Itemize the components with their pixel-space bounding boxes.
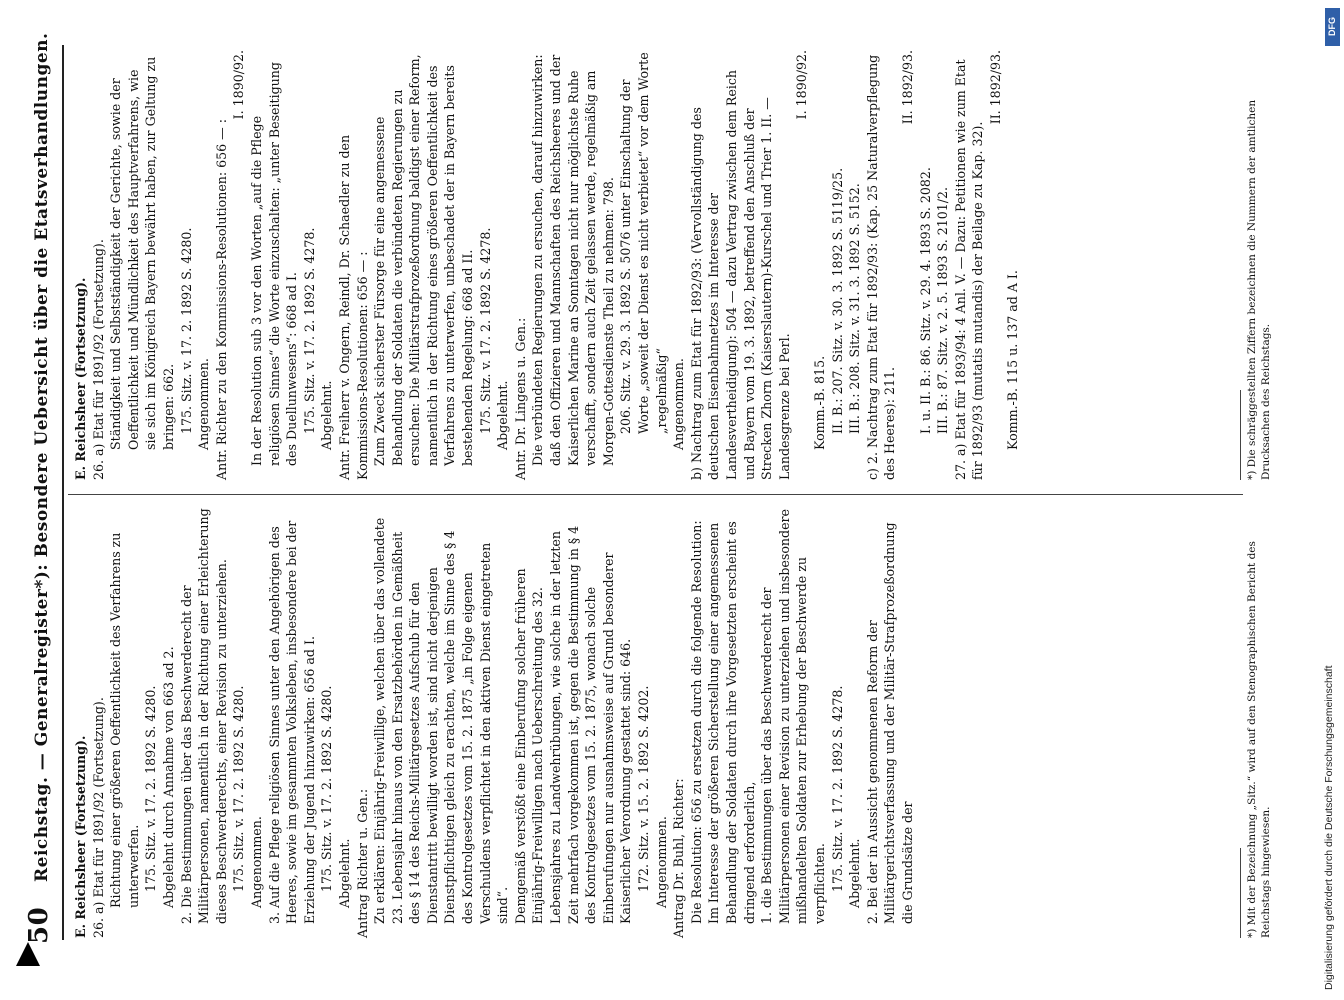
- right-column-paragraph: Angenommen.: [671, 358, 687, 450]
- right-column-paragraph: III. B.: 87. Sitz. v. 2. 5. 1893 S. 2101/2.: [935, 186, 951, 434]
- left-column-paragraph: Antrag Dr. Buhl, Richter:: [671, 778, 687, 938]
- left-column-paragraph: E. Reichsheer (Fortsetzung).: [73, 735, 88, 938]
- header-rule: [62, 45, 64, 940]
- right-column-paragraph: Antr. Dr. Lingens u. Gen.:: [512, 317, 528, 480]
- right-column-paragraph: II. B.: 207. Sitz. v. 30. 3. 1892 S. 5119/25.: [829, 167, 845, 434]
- footnote-rule-right: [1240, 390, 1241, 480]
- right-column-paragraph: Ständigkeit und Selbstständigkeit der Gerichte, sowie der Oeffentlichkeit und Mündlichkeit des Hauptverfahrens, wie sie sich im Königreich Bayern bewährt haben, zur Geltung zu bringen: 662.: [108, 56, 176, 450]
- right-column-paragraph: c) 2. Nachtrag zum Etat für 1892/93: (Kap. 25 Naturalverpflegung des Heeres): 211.: [864, 54, 898, 480]
- right-column-paragraph: I. 1890/92.: [794, 50, 810, 120]
- footnote-rule-left: [1240, 848, 1241, 938]
- running-title: Reichstag. — Generalregister*): Besondere Uebersicht über die Etatsverhandlungen.: [32, 32, 52, 882]
- left-column-paragraph: 1. die Bestimmungen über das Beschwerderecht der Militärpersonen einer Revision zu unterziehen und insbesondere mißhandelten Soldaten zur Erhebung der Beschwerde zu verpflichten.: [759, 508, 827, 924]
- right-column-paragraph: II. 1892/93.: [987, 50, 1003, 125]
- right-column-paragraph: Zum Zweck sicherster Fürsorge für eine angemessene Behandlung der Soldaten die verbündeten Regierungen zu ersuchen: Die Militärstrafprozeßordnung baldigst einer Reform, namentlich in der Richtung eines größeren Oeffentlichkeit des Verfahrens zu unterwerfen, unbeschadet der in Bayern bereits bestehenden Regelung: 668 ad II.: [372, 54, 476, 466]
- digitization-sideband: [1322, 0, 1344, 1000]
- right-column-paragraph: 206. Sitz. v. 29. 3. 1892 S. 5076 unter Einschaltung der Worte „soweit der Dienst es nicht verbietet“ vor dem Worte „regelmäßig“: [618, 52, 669, 434]
- left-column-paragraph: 175. Sitz. v. 17. 2. 1892 S. 4278.: [829, 685, 845, 892]
- right-column-paragraph: 175. Sitz. v. 17. 2. 1892 S. 4278.: [477, 227, 493, 434]
- left-column-paragraph: Demgemäß verstößt eine Einberufung solcher früheren Einjährig-Freiwilligen nach Ueberschreitung des 32. Lebensjahres zu Landwehrübungen, wie solche in der letzten Zeit mehrfach vorgekommen ist, gegen die Bestimmung in § 4 des Kontrolgesetzes vom 15. 2. 1875, wonach solche Einberufungen nur ausnahmsweise auf Grund besonderer Kaiserlicher Verordnung gestattet sind: 646.: [512, 525, 634, 924]
- right-column-paragraph: b) Nachtrag zum Etat für 1892/93: (Vervollständigung des deutschen Eisenbahnnetzes im Interesse der Landesvertheidigung): 504 — dazu Vertrag zwischen dem Reich und Bayern vom 19. 3. 1892, betreffend den Anschluß der Strecken Zhorn (Kaiserslautern)-Kurschel und Trier 1. II. — Landesgrenze bei Perl.: [688, 69, 792, 480]
- right-column-paragraph: I. u. II. B.: 86. Sitz. v. 29. 4. 1893 S. 2082.: [917, 167, 933, 434]
- right-column-paragraph: Komm.-B. 815.: [811, 355, 827, 450]
- left-column-paragraph: Die Resolution: 656 zu ersetzen durch die folgende Resolution:: [688, 520, 704, 924]
- left-column-paragraph: 2. Die Bestimmungen über das Beschwerderecht der Militärpersonen, namentlich in der Richtung einer Erleichterung dieses Beschwerderechts, einer Revision zu unterziehen.: [178, 508, 229, 924]
- right-column-paragraph: I. 1890/92.: [231, 50, 247, 120]
- left-column-paragraph: Abgelehnt.: [847, 838, 863, 908]
- right-column-paragraph: Komm.-B. 115 u. 137 ad A I.: [1005, 270, 1021, 450]
- left-column-paragraph: Abgelehnt durch Annahme von 663 ad 2.: [160, 646, 176, 908]
- left-column-paragraph: 175. Sitz. v. 17. 2. 1892 S. 4280.: [231, 685, 247, 892]
- right-column-paragraph: 175. Sitz. v. 17. 2. 1892 S. 4280.: [178, 227, 194, 434]
- left-column-paragraph: 26. a) Etat für 1891/92 (Fortsetzung).: [90, 697, 106, 938]
- right-column-paragraph: E. Reichsheer (Fortsetzung).: [73, 277, 88, 480]
- right-column-paragraph: Die verbündeten Regierungen zu ersuchen, darauf hinzuwirken: daß den Offizieren und Mannschaften des Reichsheeres und der Kaiserlichen Marine an Sonntagen nicht nur möglichste Ruhe verschafft, sondern auch Zeit gelassen werde, regelmäßig am Morgen-Gottesdienste Theil zu nehmen: 798.: [530, 54, 616, 466]
- right-column: [72, 50, 1022, 480]
- right-column-paragraph: 26. a) Etat für 1891/92 (Fortsetzung).: [90, 239, 106, 480]
- right-column-paragraph: Antr. Freiherr v. Ongern, Reindl, Dr. Schaedler zu den Kommissions-Resolutionen: 656 — :: [336, 134, 370, 480]
- right-column-paragraph: In der Resolution sub 3 vor den Worten „auf die Pflege religiösen Sinnes“ die Worte einzuschalten: „unter Beseitigung des Duellunwesens“: 668 ad I.: [248, 62, 300, 466]
- dfg-logo: DFG: [1325, 8, 1340, 46]
- left-column-paragraph: 175. Sitz. v. 17. 2. 1892 S. 4280.: [143, 685, 159, 892]
- left-column-paragraph: 2. Bei der in Aussicht genommenen Reform der Militärgerichtsverfassung und der Militär-Strafprozeßordnung die Grundsätze der: [864, 522, 915, 924]
- page-header: [24, 32, 58, 944]
- page-number: 50: [24, 906, 54, 944]
- left-column-paragraph: 175. Sitz. v. 17. 2. 1892 S. 4280.: [319, 685, 335, 892]
- right-column-paragraph: Abgelehnt.: [495, 380, 511, 450]
- right-column-paragraph: Abgelehnt.: [319, 380, 335, 450]
- page-corner-marker-icon: [16, 942, 40, 966]
- left-column-paragraph: Zu erklären: Einjährig-Freiwillige, welchen über das vollendete 23. Lebensjahr hinaus von den Ersatzbehörden in Gemäßheit des § 14 des Reichs-Militärgesetzes Aufschub für den Dienstantritt bewilligt worden ist, sind nicht derjenigen Dienstpflichtigen gleich zu erachten, welche im Sinne des § 4 des Kontrolgesetzes vom 15. 2. 1875 „in Folge eigenen Verschuldens verpflichtet in den aktiven Dienst eingetreten sind“.: [372, 517, 511, 924]
- right-column-paragraph: Angenommen.: [196, 358, 212, 450]
- left-column-paragraph: 172. Sitz. v. 15. 2. 1892 S. 4202.: [636, 685, 651, 892]
- right-column-paragraph: Antr. Richter zu den Kommissions-Resolutionen: 656 — :: [213, 118, 229, 480]
- digitization-credit: Digitalisierung gefördert durch die Deutsche Forschungsgemeinschaft: [1323, 665, 1335, 990]
- left-column: [72, 508, 917, 938]
- left-column-paragraph: Angenommen.: [653, 816, 669, 908]
- left-column-paragraph: Richtung einer größeren Oeffentlichkeit des Verfahrens zu unterwerfen.: [108, 532, 141, 908]
- right-column-paragraph: 175. Sitz. v. 17. 2. 1892 S. 4278.: [301, 227, 317, 434]
- left-column-paragraph: Im Interesse der größeren Sicherstellung einer angemessenen Behandlung der Soldaten durch ihre Vorgesetzten erscheint es dringend erforderlich,: [706, 521, 757, 924]
- footnote-right: *) Die schräggestellten Ziffern bezeichnen die Nummern der amtlichen Drucksachen des Reichstags.: [1246, 99, 1272, 480]
- left-column-paragraph: Angenommen.: [248, 816, 264, 908]
- right-column-paragraph: III. B.: 208. Sitz. v. 31. 3. 1892 S. 5152.: [847, 183, 863, 434]
- column-divider: [68, 494, 1243, 495]
- left-column-paragraph: Antrag Richter u. Gen.:: [354, 788, 370, 938]
- footnote-left: *) Mit der Bezeichnung „Sitz.“ wird auf den Stenographischen Bericht des Reichstags hingewiesen.: [1246, 541, 1272, 938]
- left-column-paragraph: 3. Auf die Pflege religiösen Sinnes unter den Angehörigen des Heeres, sowie im gesammten Volksleben, insbesondere bei der Erziehung der Jugend hinzuwirken: 656 ad I.: [266, 520, 317, 924]
- right-column-paragraph: 27. a) Etat für 1893/94: 4 Anl. V. — Dazu: Petitionen wie zum Etat für 1892/93 (mutatis mutandis) der Beilage zu Kap. 32).: [952, 59, 986, 480]
- right-column-paragraph: II. 1892/93.: [899, 50, 915, 125]
- left-column-paragraph: Abgelehnt.: [336, 838, 352, 908]
